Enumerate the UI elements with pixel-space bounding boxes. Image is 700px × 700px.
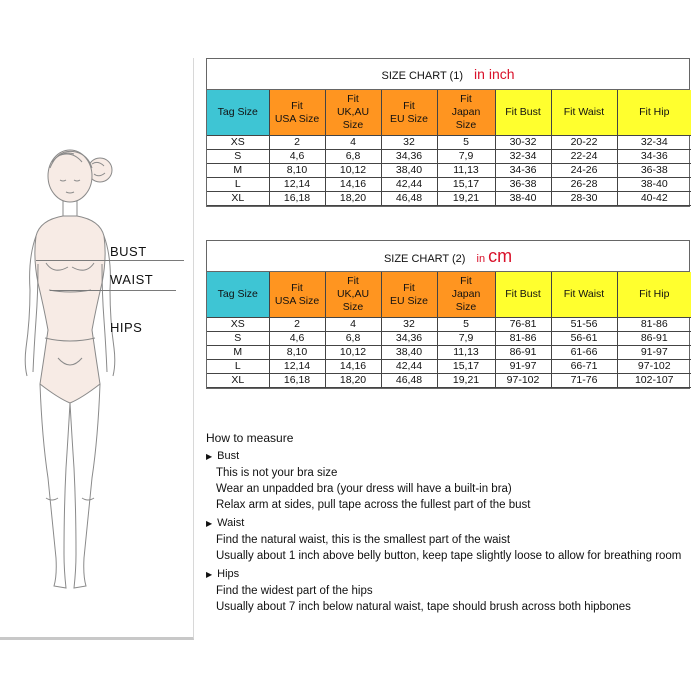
cell-usa: 12,14 xyxy=(269,360,325,374)
cell-tag: XL xyxy=(207,192,269,206)
header-eu-size: Fit EU Size xyxy=(381,272,437,318)
cell-bust: 97-102 xyxy=(495,374,551,388)
cell-tag: S xyxy=(207,150,269,164)
header-uk-au-size: Fit UK,AU Size xyxy=(325,272,381,318)
waist-section-heading: ▶ Waist xyxy=(206,517,245,529)
bust-guide-line xyxy=(36,260,184,261)
cell-waist: 28-30 xyxy=(551,192,617,206)
table-row xyxy=(207,346,691,360)
cell-bust: 76-81 xyxy=(495,318,551,332)
cell-tag: M xyxy=(207,346,269,360)
table-row xyxy=(207,136,691,150)
instruction-line: Usually about 7 inch below natural waist, tape should brush across both hipbones xyxy=(216,601,631,613)
header-japan-size: Fit Japan Size xyxy=(437,272,495,318)
cell-bust: 34-36 xyxy=(495,164,551,178)
chart-unit-text: cm xyxy=(488,246,513,266)
header-eu-size: Fit EU Size xyxy=(381,90,437,136)
cell-uk: 10,12 xyxy=(325,346,381,360)
table-row xyxy=(207,318,691,332)
instruction-line: Find the widest part of the hips xyxy=(216,585,373,597)
cell-waist: 24-26 xyxy=(551,164,617,178)
cell-japan: 5 xyxy=(437,318,495,332)
cell-bust: 36-38 xyxy=(495,178,551,192)
cell-usa: 8,10 xyxy=(269,346,325,360)
cell-usa: 4,6 xyxy=(269,150,325,164)
how-to-measure-section xyxy=(206,430,700,615)
table-header-row xyxy=(207,90,691,136)
cell-waist: 26-28 xyxy=(551,178,617,192)
cell-uk: 14,16 xyxy=(325,178,381,192)
cell-eu: 42,44 xyxy=(381,360,437,374)
chart-title-text: SIZE CHART (2) xyxy=(383,253,466,265)
cell-japan: 11,13 xyxy=(437,164,495,178)
cell-tag: L xyxy=(207,360,269,374)
cell-japan: 15,17 xyxy=(437,178,495,192)
header-fit-hip: Fit Hip xyxy=(617,272,691,318)
cell-hip: 91-97 xyxy=(617,346,691,360)
chart-title-text: SIZE CHART (1) xyxy=(381,70,463,82)
size-chart-cm-title xyxy=(207,241,689,272)
cell-hip: 40-42 xyxy=(617,192,691,206)
header-tag-size: Tag Size xyxy=(207,90,269,136)
cell-usa: 16,18 xyxy=(269,374,325,388)
how-to-measure-title: How to measure xyxy=(206,431,294,445)
cell-waist: 22-24 xyxy=(551,150,617,164)
size-chart-inch xyxy=(206,58,690,207)
cell-uk: 4 xyxy=(325,318,381,332)
instruction-line: This is not your bra size xyxy=(216,467,338,479)
cell-eu: 32 xyxy=(381,136,437,150)
hips-label: HIPS xyxy=(110,320,143,335)
cell-usa: 8,10 xyxy=(269,164,325,178)
cell-eu: 34,36 xyxy=(381,150,437,164)
header-tag-size: Tag Size xyxy=(207,272,269,318)
table-row xyxy=(207,178,691,192)
hips-section-heading: ▶ Hips xyxy=(206,568,240,580)
cell-usa: 2 xyxy=(269,136,325,150)
cell-bust: 38-40 xyxy=(495,192,551,206)
cell-hip: 81-86 xyxy=(617,318,691,332)
table-row xyxy=(207,164,691,178)
table-header-row xyxy=(207,272,691,318)
cell-japan: 7,9 xyxy=(437,150,495,164)
cell-usa: 2 xyxy=(269,318,325,332)
cell-uk: 6,8 xyxy=(325,150,381,164)
cell-japan: 7,9 xyxy=(437,332,495,346)
cell-eu: 32 xyxy=(381,318,437,332)
table-row xyxy=(207,360,691,374)
cell-hip: 102-107 xyxy=(617,374,691,388)
cell-bust: 81-86 xyxy=(495,332,551,346)
bust-section-heading: ▶ Bust xyxy=(206,450,240,462)
cell-japan: 19,21 xyxy=(437,374,495,388)
cell-hip: 36-38 xyxy=(617,164,691,178)
cell-hip: 38-40 xyxy=(617,178,691,192)
chart-unit-text: in inch xyxy=(474,66,515,82)
cell-uk: 4 xyxy=(325,136,381,150)
table-row xyxy=(207,332,691,346)
cell-japan: 19,21 xyxy=(437,192,495,206)
table-row xyxy=(207,192,691,206)
cell-hip: 97-102 xyxy=(617,360,691,374)
waist-label: WAIST xyxy=(110,272,154,287)
cell-usa: 4,6 xyxy=(269,332,325,346)
cell-hip: 32-34 xyxy=(617,136,691,150)
cell-eu: 38,40 xyxy=(381,346,437,360)
cell-uk: 18,20 xyxy=(325,374,381,388)
cell-tag: S xyxy=(207,332,269,346)
cell-eu: 46,48 xyxy=(381,192,437,206)
cell-japan: 15,17 xyxy=(437,360,495,374)
bust-label: BUST xyxy=(110,244,147,259)
header-fit-waist: Fit Waist xyxy=(551,90,617,136)
size-chart-cm xyxy=(206,240,690,389)
cell-eu: 46,48 xyxy=(381,374,437,388)
cell-waist: 71-76 xyxy=(551,374,617,388)
header-fit-bust: Fit Bust xyxy=(495,272,551,318)
header-usa-size: Fit USA Size xyxy=(269,90,325,136)
cell-waist: 66-71 xyxy=(551,360,617,374)
cell-bust: 86-91 xyxy=(495,346,551,360)
cell-bust: 91-97 xyxy=(495,360,551,374)
header-japan-size: Fit Japan Size xyxy=(437,90,495,136)
cell-tag: XS xyxy=(207,318,269,332)
cell-waist: 61-66 xyxy=(551,346,617,360)
size-table-inch xyxy=(207,90,691,206)
table-row xyxy=(207,374,691,388)
header-fit-bust: Fit Bust xyxy=(495,90,551,136)
header-fit-hip: Fit Hip xyxy=(617,90,691,136)
cell-eu: 38,40 xyxy=(381,164,437,178)
cell-waist: 51-56 xyxy=(551,318,617,332)
cell-waist: 56-61 xyxy=(551,332,617,346)
cell-bust: 30-32 xyxy=(495,136,551,150)
cell-hip: 34-36 xyxy=(617,150,691,164)
cell-usa: 16,18 xyxy=(269,192,325,206)
cell-tag: XS xyxy=(207,136,269,150)
cell-tag: L xyxy=(207,178,269,192)
header-usa-size: Fit USA Size xyxy=(269,272,325,318)
instruction-line: Find the natural waist, this is the smallest part of the waist xyxy=(216,534,511,546)
size-table-cm xyxy=(207,272,691,388)
triangle-bullet-icon: ▶ xyxy=(206,519,213,528)
table-row xyxy=(207,150,691,164)
instruction-line: Relax arm at sides, pull tape across the fullest part of the bust xyxy=(216,499,531,511)
body-figure-panel xyxy=(0,58,194,640)
header-uk-au-size: Fit UK,AU Size xyxy=(325,90,381,136)
size-chart-inch-title xyxy=(207,59,689,90)
cell-tag: XL xyxy=(207,374,269,388)
cell-hip: 86-91 xyxy=(617,332,691,346)
cell-uk: 14,16 xyxy=(325,360,381,374)
cell-uk: 18,20 xyxy=(325,192,381,206)
chart-unit-prefix: in xyxy=(476,253,486,265)
size-charts-panel xyxy=(194,58,700,640)
cell-usa: 12,14 xyxy=(269,178,325,192)
header-fit-waist: Fit Waist xyxy=(551,272,617,318)
cell-uk: 10,12 xyxy=(325,164,381,178)
cell-bust: 32-34 xyxy=(495,150,551,164)
cell-uk: 6,8 xyxy=(325,332,381,346)
cell-waist: 20-22 xyxy=(551,136,617,150)
cell-eu: 42,44 xyxy=(381,178,437,192)
instruction-line: Usually about 1 inch above belly button, keep tape slightly loose to allow for breathing room xyxy=(216,550,682,562)
woman-figure-illustration xyxy=(0,58,194,638)
triangle-bullet-icon: ▶ xyxy=(206,452,213,461)
waist-guide-line xyxy=(50,290,176,291)
triangle-bullet-icon: ▶ xyxy=(206,570,213,579)
instruction-line: Wear an unpadded bra (your dress will have a built-in bra) xyxy=(216,483,512,495)
cell-japan: 5 xyxy=(437,136,495,150)
cell-tag: M xyxy=(207,164,269,178)
cell-japan: 11,13 xyxy=(437,346,495,360)
cell-eu: 34,36 xyxy=(381,332,437,346)
